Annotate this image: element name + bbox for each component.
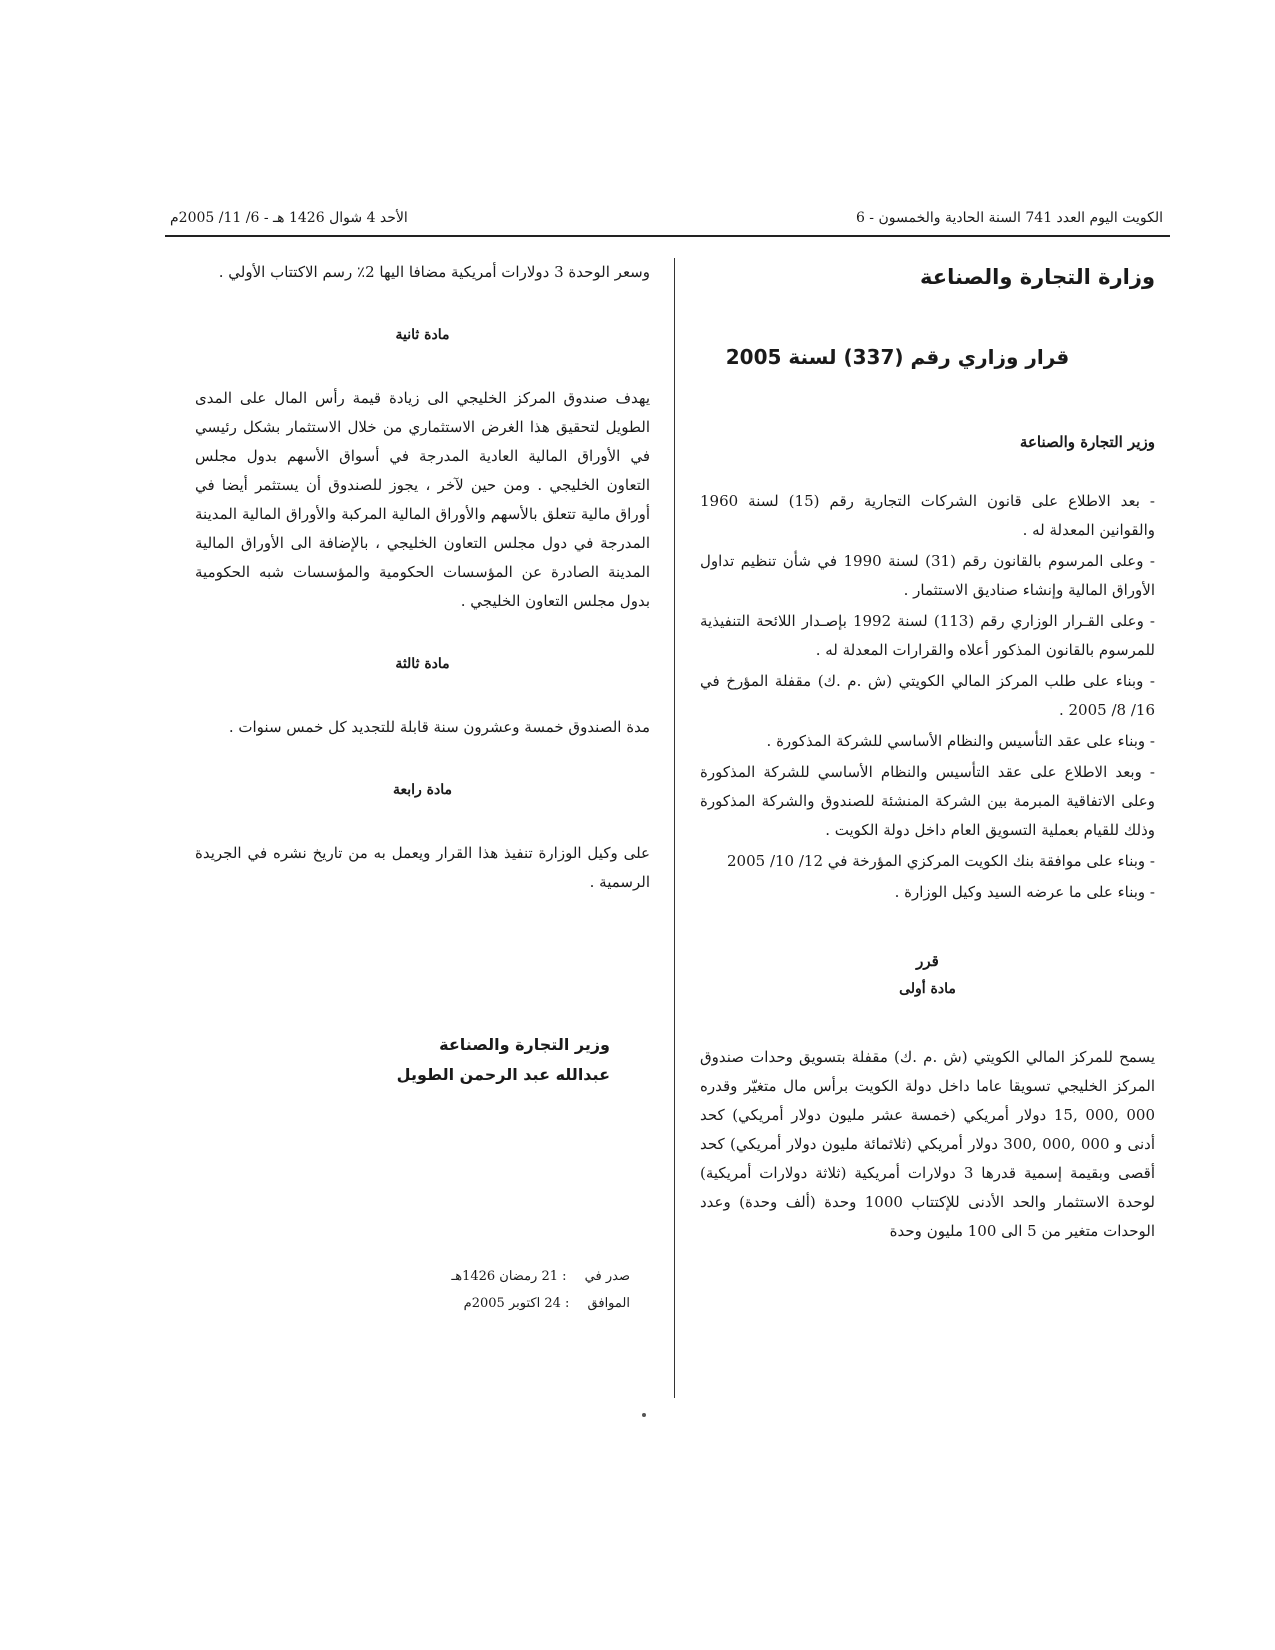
corresponding-value: : 24 اكتوبر 2005م (463, 1296, 570, 1311)
header-divider (165, 235, 1170, 237)
decree-title: قرار وزاري رقم (337) لسنة 2005 (725, 345, 1070, 369)
preamble-clause: - بعد الاطلاع على قانون الشركات التجارية رقم (15) لسنة 1960 والقوانين المعدلة له . (700, 492, 1155, 539)
right-column (700, 262, 1155, 1246)
left-column (195, 258, 650, 897)
decided-heading: قرر (916, 952, 939, 970)
page-dot (642, 1413, 646, 1417)
header-date: الأحد 4 شوال 1426 هـ - 6/ 11/ 2005م (170, 210, 408, 226)
ministry-name: وزارة التجارة والصناعة (920, 265, 1155, 289)
article-2-heading: مادة ثانية (395, 327, 450, 343)
article-3-text: مدة الصندوق خمسة وعشرون سنة قابلة للتجديد كل خمس سنوات . (228, 718, 650, 736)
preamble-clause: - وبناء على عقد التأسيس والنظام الأساسي للشركة المذكورة . (766, 732, 1155, 750)
issued-value: : 21 رمضان 1426هـ (451, 1269, 567, 1284)
corresponding-label: الموافق (587, 1296, 630, 1311)
preamble-clause: - وعلى القـرار الوزاري رقم (113) لسنة 1992 بإصـدار اللائحة التنفيذية للمرسوم بالقانون المذكور أعلاه والقرارات المعدلة له . (700, 612, 1155, 659)
signature-block (310, 1030, 610, 1090)
preamble-clause: - وبناء على موافقة بنك الكويت المركزي المؤرخة في 12/ 10/ 2005 (726, 852, 1155, 870)
preamble-clause: - وبناء على طلب المركز المالي الكويتي (ش .م .ك) مقفلة المؤرخ في 16/ 8/ 2005 . (700, 672, 1155, 719)
issue-date-block (430, 1263, 630, 1317)
article-1-continuation: وسعر الوحدة 3 دولارات أمريكية مضافا اليها 2٪ رسم الاكتتاب الأولي . (218, 263, 650, 281)
header-issue-info: الكويت اليوم العدد 741 السنة الحادية والخمسون - 6 (855, 210, 1163, 226)
signatory-name: عبدالله عبد الرحمن الطويل (396, 1065, 610, 1084)
issued-label: صدر في (584, 1269, 630, 1284)
signatory-title: وزير التجارة والصناعة (439, 1035, 610, 1054)
issued-line (430, 1263, 630, 1290)
preamble-clause: - وعلى المرسوم بالقانون رقم (31) لسنة 1990 في شأن تنظيم تداول الأوراق المالية وإنشاء صناديق الاستثمار . (700, 552, 1155, 599)
minister-label: وزير التجارة والصناعة (1019, 433, 1155, 451)
article-1-heading: مادة أولى (899, 981, 956, 997)
corresponding-line (430, 1290, 630, 1317)
article-1-text: يسمح للمركز المالي الكويتي (ش .م .ك) مقفلة بتسويق وحدات صندوق المركز الخليجي تسويقا عاما داخل دولة الكويت برأس مال متغيّر وقدره 000 ,000 ,15 دولار أمريكي (خمسة عشر مليون دولار أمريكي) كحد أدنى و 000 ,000 ,300 دولار أمريكي (ثلاثمائة مليون دولار أمريكي) كحد أقصى وبقيمة إسمية قدرها 3 دولارات أمريكية (ثلاثة دولارات أمريكية) لوحدة الاستثمار والحد الأدنى للإكتتاب 1000 وحدة (ألف وحدة) وعدد الوحدات متغير من 5 الى 100 مليون وحدة (700, 1048, 1156, 1240)
article-4-text: على وكيل الوزارة تنفيذ هذا القرار ويعمل به من تاريخ نشره في الجريدة الرسمية . (195, 844, 650, 891)
preamble-clause: - وبناء على ما عرضه السيد وكيل الوزارة . (894, 883, 1155, 901)
article-4-heading: مادة رابعة (392, 782, 452, 798)
preamble-clause: - وبعد الاطلاع على عقد التأسيس والنظام الأساسي للشركة المذكورة وعلى الاتفاقية المبرمة بين الشركة المنشئة للصندوق والشركة المذكورة وذلك للقيام بعملية التسويق العام داخل دولة الكويت . (700, 763, 1155, 839)
article-3-heading: مادة ثالثة (395, 656, 450, 672)
column-divider (674, 258, 675, 1398)
article-2-text: يهدف صندوق المركز الخليجي الى زيادة قيمة رأس المال على المدى الطويل لتحقيق هذا الغرض الاستثماري من خلال الاستثمار بشكل رئيسي في الأوراق المالية العادية المدرجة في أسواق الأسهم بدول مجلس التعاون الخليجي . ومن حين لآخر ، يجوز للصندوق أن يستثمر أيضا في أوراق مالية تتعلق بالأسهم والأوراق المالية المركبة والأوراق المالية المدينة المدرجة في دول مجلس التعاون الخليجي ، بالإضافة الى الأوراق المالية المدينة الصادرة عن المؤسسات الحكومية والمؤسسات شبه الحكومية بدول مجلس التعاون الخليجي . (195, 389, 650, 610)
